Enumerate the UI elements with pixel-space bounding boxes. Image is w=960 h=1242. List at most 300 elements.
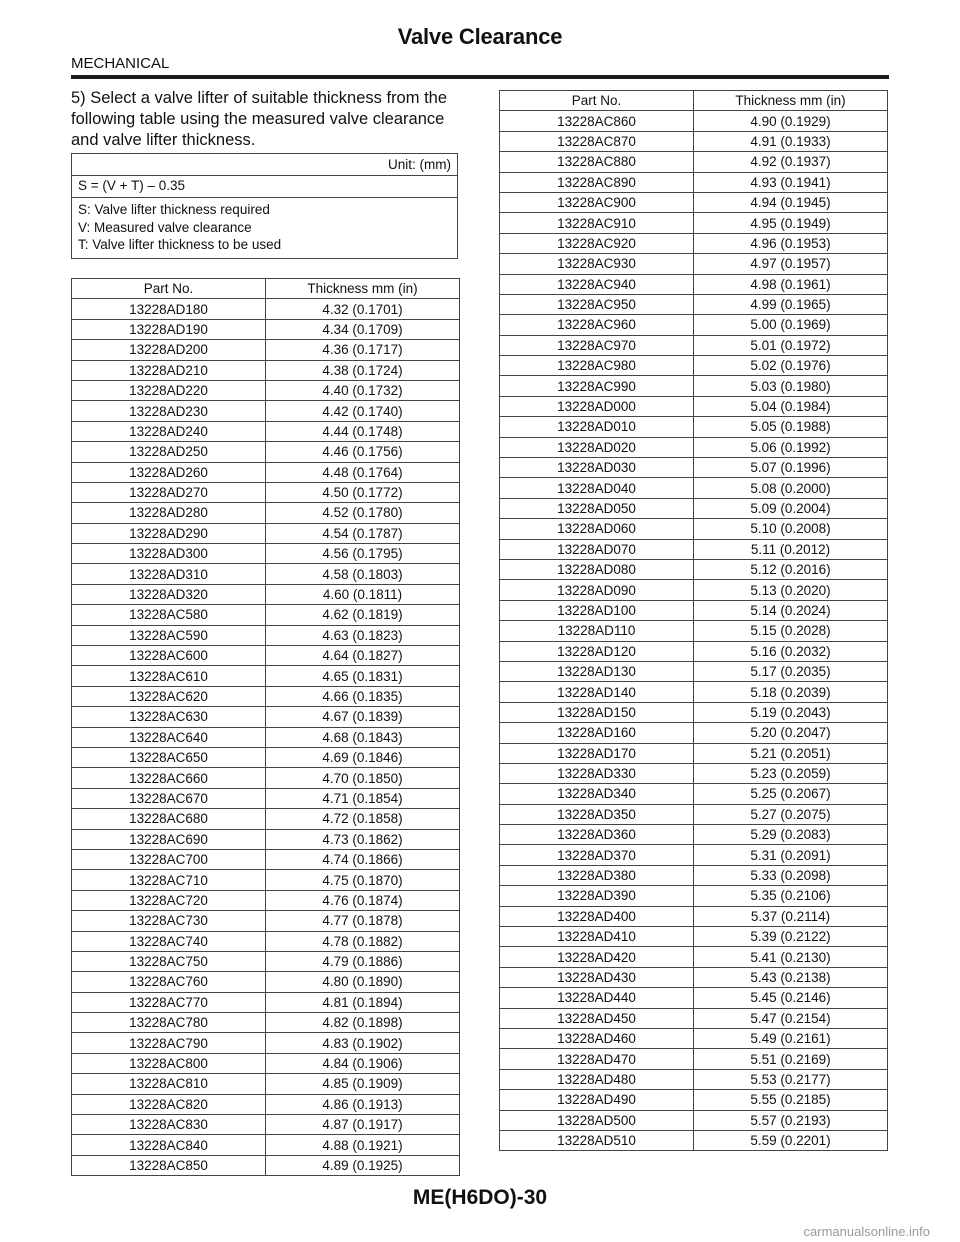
table-row bbox=[500, 254, 888, 274]
table-row bbox=[72, 951, 460, 971]
part-no-cell: 13228AD490 bbox=[500, 1090, 694, 1110]
part-no-cell: 13228AC870 bbox=[500, 131, 694, 151]
table-row bbox=[72, 870, 460, 890]
table-row bbox=[72, 707, 460, 727]
part-no-cell: 13228AD190 bbox=[72, 319, 266, 339]
table-row bbox=[72, 1053, 460, 1073]
thickness-cell: 5.05 (0.1988) bbox=[694, 417, 888, 437]
part-no-cell: 13228AD240 bbox=[72, 421, 266, 441]
thickness-cell: 5.39 (0.2122) bbox=[694, 927, 888, 947]
table-row bbox=[72, 931, 460, 951]
table-row bbox=[72, 788, 460, 808]
table-row bbox=[500, 600, 888, 620]
thickness-cell: 4.91 (0.1933) bbox=[694, 131, 888, 151]
thickness-cell: 4.64 (0.1827) bbox=[266, 646, 460, 666]
thickness-cell: 5.13 (0.2020) bbox=[694, 580, 888, 600]
table-row bbox=[500, 661, 888, 681]
part-no-cell: 13228AC750 bbox=[72, 951, 266, 971]
part-no-cell: 13228AC800 bbox=[72, 1053, 266, 1073]
table-row bbox=[500, 213, 888, 233]
thickness-cell: 4.68 (0.1843) bbox=[266, 727, 460, 747]
table-row bbox=[500, 478, 888, 498]
part-no-cell: 13228AD310 bbox=[72, 564, 266, 584]
part-no-cell: 13228AD120 bbox=[500, 641, 694, 661]
table-row bbox=[500, 845, 888, 865]
part-no-cell: 13228AC620 bbox=[72, 686, 266, 706]
thickness-cell: 5.55 (0.2185) bbox=[694, 1090, 888, 1110]
table-row bbox=[500, 233, 888, 253]
part-no-cell: 13228AC860 bbox=[500, 111, 694, 131]
table-row bbox=[72, 992, 460, 1012]
part-no-cell: 13228AD080 bbox=[500, 559, 694, 579]
table-header-row bbox=[72, 279, 460, 299]
thickness-cell: 5.23 (0.2059) bbox=[694, 763, 888, 783]
part-no-cell: 13228AC650 bbox=[72, 747, 266, 767]
thickness-cell: 4.40 (0.1732) bbox=[266, 380, 460, 400]
part-no-cell: 13228AC900 bbox=[500, 192, 694, 212]
definition-t: T: Valve lifter thickness to be used bbox=[78, 237, 282, 252]
thickness-cell: 4.56 (0.1795) bbox=[266, 544, 460, 564]
part-no-cell: 13228AC610 bbox=[72, 666, 266, 686]
part-no-cell: 13228AC630 bbox=[72, 707, 266, 727]
part-no-cell: 13228AD050 bbox=[500, 498, 694, 518]
table-row bbox=[72, 1155, 460, 1175]
watermark: carmanualsonline.info bbox=[803, 1224, 930, 1239]
thickness-cell: 4.32 (0.1701) bbox=[266, 299, 460, 319]
table-row bbox=[500, 621, 888, 641]
part-no-cell: 13228AC720 bbox=[72, 890, 266, 910]
thickness-cell: 5.25 (0.2067) bbox=[694, 784, 888, 804]
table-row bbox=[72, 442, 460, 462]
table-row bbox=[500, 702, 888, 722]
thickness-cell: 4.84 (0.1906) bbox=[266, 1053, 460, 1073]
formula: S = (V + T) – 0.35 bbox=[72, 176, 458, 198]
part-no-cell: 13228AD110 bbox=[500, 621, 694, 641]
formula-definitions bbox=[72, 198, 458, 259]
part-no-cell: 13228AC690 bbox=[72, 829, 266, 849]
part-no-cell: 13228AC780 bbox=[72, 1013, 266, 1033]
part-no-cell: 13228AD130 bbox=[500, 661, 694, 681]
table-row bbox=[500, 763, 888, 783]
part-no-cell: 13228AC600 bbox=[72, 646, 266, 666]
part-no-cell: 13228AC920 bbox=[500, 233, 694, 253]
table-row bbox=[72, 319, 460, 339]
thickness-cell: 4.74 (0.1866) bbox=[266, 849, 460, 869]
part-no-cell: 13228AC740 bbox=[72, 931, 266, 951]
thickness-cell: 4.54 (0.1787) bbox=[266, 523, 460, 543]
part-no-cell: 13228AD170 bbox=[500, 743, 694, 763]
part-no-cell: 13228AD270 bbox=[72, 482, 266, 502]
thickness-cell: 4.92 (0.1937) bbox=[694, 152, 888, 172]
lifter-table-left bbox=[71, 278, 460, 1176]
thickness-cell: 5.17 (0.2035) bbox=[694, 661, 888, 681]
part-no-cell: 13228AC670 bbox=[72, 788, 266, 808]
part-no-cell: 13228AD300 bbox=[72, 544, 266, 564]
thickness-cell: 4.69 (0.1846) bbox=[266, 747, 460, 767]
thickness-cell: 4.65 (0.1831) bbox=[266, 666, 460, 686]
table-row bbox=[72, 1135, 460, 1155]
table-row bbox=[72, 1033, 460, 1053]
thickness-cell: 5.53 (0.2177) bbox=[694, 1069, 888, 1089]
table-row bbox=[72, 299, 460, 319]
table-row bbox=[72, 421, 460, 441]
table-row bbox=[72, 686, 460, 706]
thickness-cell: 5.07 (0.1996) bbox=[694, 458, 888, 478]
table-row bbox=[72, 1094, 460, 1114]
thickness-cell: 4.36 (0.1717) bbox=[266, 340, 460, 360]
part-no-cell: 13228AC730 bbox=[72, 911, 266, 931]
part-no-cell: 13228AC580 bbox=[72, 605, 266, 625]
thickness-cell: 4.71 (0.1854) bbox=[266, 788, 460, 808]
table-row bbox=[500, 356, 888, 376]
thickness-cell: 5.00 (0.1969) bbox=[694, 315, 888, 335]
table-row bbox=[500, 1008, 888, 1028]
unit-label: Unit: (mm) bbox=[72, 154, 458, 176]
thickness-cell: 4.76 (0.1874) bbox=[266, 890, 460, 910]
part-no-cell: 13228AC940 bbox=[500, 274, 694, 294]
table-row bbox=[500, 682, 888, 702]
thickness-cell: 5.47 (0.2154) bbox=[694, 1008, 888, 1028]
thickness-cell: 5.08 (0.2000) bbox=[694, 478, 888, 498]
part-no-cell: 13228AC840 bbox=[72, 1135, 266, 1155]
thickness-cell: 4.62 (0.1819) bbox=[266, 605, 460, 625]
table-row bbox=[72, 849, 460, 869]
thickness-cell: 4.89 (0.1925) bbox=[266, 1155, 460, 1175]
part-no-cell: 13228AD030 bbox=[500, 458, 694, 478]
part-no-cell: 13228AD450 bbox=[500, 1008, 694, 1028]
part-no-cell: 13228AD020 bbox=[500, 437, 694, 457]
part-no-cell: 13228AD180 bbox=[72, 299, 266, 319]
table-row bbox=[500, 335, 888, 355]
instruction-text: 5) Select a valve lifter of suitable thickness from the following table using the measured valve clearance and valve lifter thickness. bbox=[71, 89, 448, 149]
definition-s: S: Valve lifter thickness required bbox=[78, 202, 270, 217]
column-header-thickness: Thickness mm (in) bbox=[266, 279, 460, 299]
thickness-cell: 4.90 (0.1929) bbox=[694, 111, 888, 131]
part-no-cell: 13228AD100 bbox=[500, 600, 694, 620]
thickness-cell: 4.66 (0.1835) bbox=[266, 686, 460, 706]
part-no-cell: 13228AD280 bbox=[72, 503, 266, 523]
table-row bbox=[500, 519, 888, 539]
thickness-cell: 5.04 (0.1984) bbox=[694, 396, 888, 416]
part-no-cell: 13228AD500 bbox=[500, 1110, 694, 1130]
table-row bbox=[72, 1115, 460, 1135]
thickness-cell: 5.45 (0.2146) bbox=[694, 988, 888, 1008]
page-number: ME(H6DO)-30 bbox=[412, 1186, 548, 1209]
table-row bbox=[72, 360, 460, 380]
thickness-cell: 4.34 (0.1709) bbox=[266, 319, 460, 339]
table-row bbox=[72, 605, 460, 625]
table-row bbox=[72, 666, 460, 686]
thickness-cell: 4.38 (0.1724) bbox=[266, 360, 460, 380]
table-row bbox=[72, 503, 460, 523]
thickness-cell: 4.93 (0.1941) bbox=[694, 172, 888, 192]
thickness-cell: 5.01 (0.1972) bbox=[694, 335, 888, 355]
thickness-cell: 5.14 (0.2024) bbox=[694, 600, 888, 620]
table-row bbox=[500, 1028, 888, 1048]
thickness-cell: 4.72 (0.1858) bbox=[266, 809, 460, 829]
table-row bbox=[500, 1110, 888, 1130]
part-no-cell: 13228AD350 bbox=[500, 804, 694, 824]
thickness-cell: 4.83 (0.1902) bbox=[266, 1033, 460, 1053]
part-no-cell: 13228AC820 bbox=[72, 1094, 266, 1114]
thickness-cell: 5.19 (0.2043) bbox=[694, 702, 888, 722]
thickness-cell: 4.46 (0.1756) bbox=[266, 442, 460, 462]
thickness-cell: 5.27 (0.2075) bbox=[694, 804, 888, 824]
thickness-cell: 5.31 (0.2091) bbox=[694, 845, 888, 865]
column-header-thickness: Thickness mm (in) bbox=[694, 91, 888, 111]
table-row bbox=[500, 641, 888, 661]
part-no-cell: 13228AC590 bbox=[72, 625, 266, 645]
table-row bbox=[500, 131, 888, 151]
part-no-cell: 13228AD370 bbox=[500, 845, 694, 865]
table-row bbox=[72, 462, 460, 482]
part-no-cell: 13228AC980 bbox=[500, 356, 694, 376]
part-no-cell: 13228AD360 bbox=[500, 825, 694, 845]
thickness-cell: 4.67 (0.1839) bbox=[266, 707, 460, 727]
part-no-cell: 13228AC960 bbox=[500, 315, 694, 335]
part-no-cell: 13228AD510 bbox=[500, 1130, 694, 1150]
thickness-cell: 5.12 (0.2016) bbox=[694, 559, 888, 579]
thickness-cell: 4.97 (0.1957) bbox=[694, 254, 888, 274]
part-no-cell: 13228AD210 bbox=[72, 360, 266, 380]
thickness-cell: 4.75 (0.1870) bbox=[266, 870, 460, 890]
part-no-cell: 13228AC640 bbox=[72, 727, 266, 747]
thickness-cell: 4.70 (0.1850) bbox=[266, 768, 460, 788]
thickness-cell: 5.37 (0.2114) bbox=[694, 906, 888, 926]
table-row bbox=[500, 865, 888, 885]
thickness-cell: 4.85 (0.1909) bbox=[266, 1074, 460, 1094]
table-row bbox=[500, 1049, 888, 1069]
part-no-cell: 13228AD470 bbox=[500, 1049, 694, 1069]
thickness-cell: 4.77 (0.1878) bbox=[266, 911, 460, 931]
table-row bbox=[500, 743, 888, 763]
thickness-cell: 4.94 (0.1945) bbox=[694, 192, 888, 212]
thickness-cell: 4.79 (0.1886) bbox=[266, 951, 460, 971]
part-no-cell: 13228AD390 bbox=[500, 886, 694, 906]
table-row bbox=[500, 927, 888, 947]
table-row bbox=[500, 559, 888, 579]
part-no-cell: 13228AD140 bbox=[500, 682, 694, 702]
part-no-cell: 13228AC790 bbox=[72, 1033, 266, 1053]
part-no-cell: 13228AC950 bbox=[500, 294, 694, 314]
thickness-cell: 5.15 (0.2028) bbox=[694, 621, 888, 641]
thickness-cell: 4.99 (0.1965) bbox=[694, 294, 888, 314]
table-row bbox=[500, 825, 888, 845]
thickness-cell: 5.18 (0.2039) bbox=[694, 682, 888, 702]
part-no-cell: 13228AD320 bbox=[72, 584, 266, 604]
part-no-cell: 13228AD460 bbox=[500, 1028, 694, 1048]
table-row bbox=[500, 723, 888, 743]
table-row bbox=[72, 768, 460, 788]
table-row bbox=[72, 544, 460, 564]
table-row bbox=[500, 458, 888, 478]
thickness-cell: 5.20 (0.2047) bbox=[694, 723, 888, 743]
thickness-cell: 5.43 (0.2138) bbox=[694, 967, 888, 987]
table-row bbox=[500, 988, 888, 1008]
part-no-cell: 13228AD340 bbox=[500, 784, 694, 804]
part-no-cell: 13228AD440 bbox=[500, 988, 694, 1008]
thickness-cell: 4.81 (0.1894) bbox=[266, 992, 460, 1012]
page-title: Valve Clearance bbox=[397, 24, 563, 49]
thickness-cell: 4.88 (0.1921) bbox=[266, 1135, 460, 1155]
table-row bbox=[72, 380, 460, 400]
part-no-cell: 13228AC810 bbox=[72, 1074, 266, 1094]
part-no-cell: 13228AC760 bbox=[72, 972, 266, 992]
table-row bbox=[500, 376, 888, 396]
part-no-cell: 13228AD160 bbox=[500, 723, 694, 743]
part-no-cell: 13228AC830 bbox=[72, 1115, 266, 1135]
table-row bbox=[72, 523, 460, 543]
table-row bbox=[500, 172, 888, 192]
part-no-cell: 13228AC910 bbox=[500, 213, 694, 233]
part-no-cell: 13228AD380 bbox=[500, 865, 694, 885]
table-row bbox=[72, 972, 460, 992]
thickness-cell: 5.10 (0.2008) bbox=[694, 519, 888, 539]
table-header-row bbox=[500, 91, 888, 111]
table-row bbox=[500, 111, 888, 131]
thickness-cell: 4.50 (0.1772) bbox=[266, 482, 460, 502]
part-no-cell: 13228AC680 bbox=[72, 809, 266, 829]
section-label: MECHANICAL bbox=[71, 55, 170, 72]
part-no-cell: 13228AC770 bbox=[72, 992, 266, 1012]
thickness-cell: 4.80 (0.1890) bbox=[266, 972, 460, 992]
table-row bbox=[72, 829, 460, 849]
thickness-cell: 5.02 (0.1976) bbox=[694, 356, 888, 376]
part-no-cell: 13228AD200 bbox=[72, 340, 266, 360]
table-row bbox=[72, 482, 460, 502]
table-row bbox=[72, 401, 460, 421]
formula-box bbox=[71, 153, 458, 259]
thickness-cell: 4.87 (0.1917) bbox=[266, 1115, 460, 1135]
column-header-part-no: Part No. bbox=[500, 91, 694, 111]
table-row bbox=[500, 498, 888, 518]
part-no-cell: 13228AD000 bbox=[500, 396, 694, 416]
part-no-cell: 13228AC890 bbox=[500, 172, 694, 192]
table-row bbox=[500, 784, 888, 804]
column-header-part-no: Part No. bbox=[72, 279, 266, 299]
thickness-cell: 5.35 (0.2106) bbox=[694, 886, 888, 906]
thickness-cell: 4.42 (0.1740) bbox=[266, 401, 460, 421]
part-no-cell: 13228AD060 bbox=[500, 519, 694, 539]
thickness-cell: 5.33 (0.2098) bbox=[694, 865, 888, 885]
table-row bbox=[500, 396, 888, 416]
part-no-cell: 13228AD410 bbox=[500, 927, 694, 947]
thickness-cell: 4.86 (0.1913) bbox=[266, 1094, 460, 1114]
thickness-cell: 5.11 (0.2012) bbox=[694, 539, 888, 559]
part-no-cell: 13228AD090 bbox=[500, 580, 694, 600]
part-no-cell: 13228AD150 bbox=[500, 702, 694, 722]
header-divider bbox=[71, 75, 889, 79]
table-row bbox=[500, 294, 888, 314]
part-no-cell: 13228AD220 bbox=[72, 380, 266, 400]
thickness-cell: 4.78 (0.1882) bbox=[266, 931, 460, 951]
thickness-cell: 5.16 (0.2032) bbox=[694, 641, 888, 661]
table-row bbox=[72, 584, 460, 604]
table-row bbox=[72, 809, 460, 829]
thickness-cell: 5.06 (0.1992) bbox=[694, 437, 888, 457]
table-row bbox=[72, 911, 460, 931]
thickness-cell: 4.52 (0.1780) bbox=[266, 503, 460, 523]
table-row bbox=[500, 1069, 888, 1089]
part-no-cell: 13228AC990 bbox=[500, 376, 694, 396]
part-no-cell: 13228AC710 bbox=[72, 870, 266, 890]
part-no-cell: 13228AC850 bbox=[72, 1155, 266, 1175]
part-no-cell: 13228AD420 bbox=[500, 947, 694, 967]
definition-v: V: Measured valve clearance bbox=[78, 219, 252, 235]
table-row bbox=[72, 625, 460, 645]
part-no-cell: 13228AD480 bbox=[500, 1069, 694, 1089]
part-no-cell: 13228AC930 bbox=[500, 254, 694, 274]
table-row bbox=[72, 890, 460, 910]
thickness-cell: 5.21 (0.2051) bbox=[694, 743, 888, 763]
thickness-cell: 5.29 (0.2083) bbox=[694, 825, 888, 845]
thickness-cell: 5.09 (0.2004) bbox=[694, 498, 888, 518]
thickness-cell: 4.63 (0.1823) bbox=[266, 625, 460, 645]
thickness-cell: 5.41 (0.2130) bbox=[694, 947, 888, 967]
table-row bbox=[500, 315, 888, 335]
table-row bbox=[500, 1090, 888, 1110]
thickness-cell: 4.82 (0.1898) bbox=[266, 1013, 460, 1033]
table-row bbox=[500, 274, 888, 294]
part-no-cell: 13228AC970 bbox=[500, 335, 694, 355]
thickness-cell: 4.48 (0.1764) bbox=[266, 462, 460, 482]
thickness-cell: 5.49 (0.2161) bbox=[694, 1028, 888, 1048]
thickness-cell: 4.95 (0.1949) bbox=[694, 213, 888, 233]
table-row bbox=[500, 152, 888, 172]
thickness-cell: 5.51 (0.2169) bbox=[694, 1049, 888, 1069]
part-no-cell: 13228AD250 bbox=[72, 442, 266, 462]
table-row bbox=[500, 417, 888, 437]
table-row bbox=[500, 886, 888, 906]
thickness-cell: 5.59 (0.2201) bbox=[694, 1130, 888, 1150]
table-row bbox=[500, 437, 888, 457]
thickness-cell: 5.03 (0.1980) bbox=[694, 376, 888, 396]
part-no-cell: 13228AD070 bbox=[500, 539, 694, 559]
thickness-cell: 4.98 (0.1961) bbox=[694, 274, 888, 294]
thickness-cell: 4.60 (0.1811) bbox=[266, 584, 460, 604]
table-row bbox=[500, 192, 888, 212]
table-row bbox=[72, 564, 460, 584]
part-no-cell: 13228AC700 bbox=[72, 849, 266, 869]
thickness-cell: 4.44 (0.1748) bbox=[266, 421, 460, 441]
part-no-cell: 13228AD330 bbox=[500, 763, 694, 783]
part-no-cell: 13228AD430 bbox=[500, 967, 694, 987]
part-no-cell: 13228AD400 bbox=[500, 906, 694, 926]
part-no-cell: 13228AD040 bbox=[500, 478, 694, 498]
thickness-cell: 4.96 (0.1953) bbox=[694, 233, 888, 253]
part-no-cell: 13228AD260 bbox=[72, 462, 266, 482]
table-row bbox=[500, 1130, 888, 1150]
table-row bbox=[72, 1013, 460, 1033]
table-row bbox=[500, 539, 888, 559]
thickness-cell: 5.57 (0.2193) bbox=[694, 1110, 888, 1130]
table-row bbox=[72, 747, 460, 767]
table-row bbox=[500, 804, 888, 824]
table-row bbox=[500, 906, 888, 926]
thickness-cell: 4.73 (0.1862) bbox=[266, 829, 460, 849]
table-row bbox=[72, 646, 460, 666]
part-no-cell: 13228AC660 bbox=[72, 768, 266, 788]
thickness-cell: 4.58 (0.1803) bbox=[266, 564, 460, 584]
part-no-cell: 13228AD290 bbox=[72, 523, 266, 543]
table-row bbox=[500, 947, 888, 967]
table-row bbox=[72, 727, 460, 747]
table-row bbox=[72, 1074, 460, 1094]
lifter-table-right bbox=[499, 90, 888, 1151]
part-no-cell: 13228AD010 bbox=[500, 417, 694, 437]
table-row bbox=[500, 967, 888, 987]
table-row bbox=[72, 340, 460, 360]
